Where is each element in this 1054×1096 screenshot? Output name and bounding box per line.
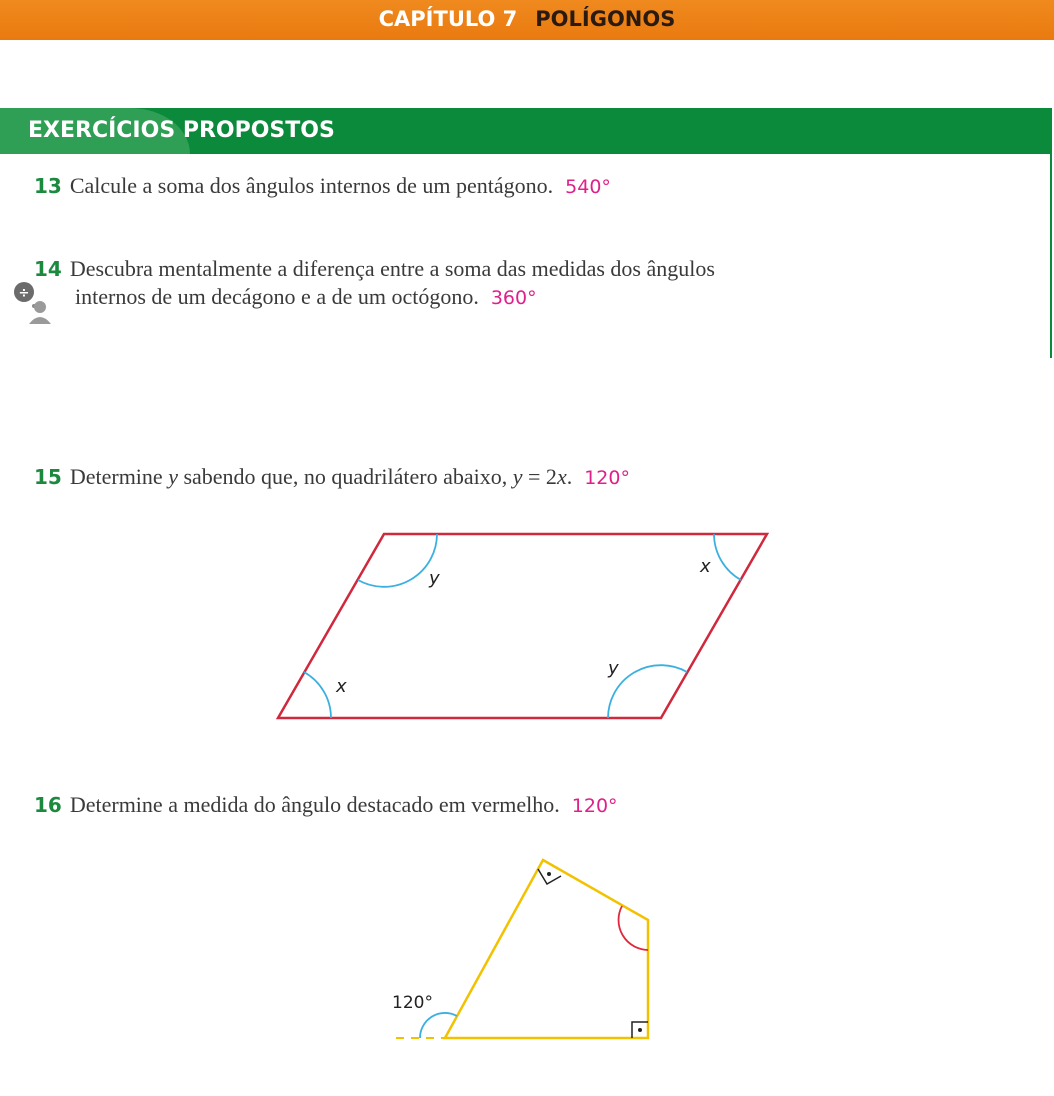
exercise-text-pre: Determine — [69, 464, 169, 489]
angle-label-120: 120° — [392, 993, 433, 1013]
exercise-variable: y — [168, 464, 178, 489]
exercise-answer: 120° — [571, 795, 618, 817]
label-bottom-left: x — [336, 676, 347, 697]
exercise-text-post: sabendo que, no quadrilátero abaixo, — [177, 464, 513, 489]
equation-end: . — [566, 464, 573, 489]
exercise-answer: 540° — [565, 176, 611, 198]
exercise-text-line2: internos de um decágono e a de um octógono. — [75, 284, 479, 309]
section-title: EXERCÍCIOS PROPOSTOS — [28, 118, 335, 143]
pentagon-outline — [445, 860, 648, 1038]
equation-var: x — [556, 464, 567, 489]
right-angle-dot-top — [547, 872, 551, 876]
right-angle-dot-bottom — [638, 1028, 642, 1032]
equation-op: = 2 — [522, 464, 557, 489]
label-bottom-right: y — [608, 658, 619, 679]
chapter-title: POLÍGONOS — [535, 7, 676, 31]
exercise-number: 14 — [34, 257, 62, 281]
equation-lhs: y — [512, 464, 523, 489]
exercise-answer: 120° — [584, 467, 630, 489]
exercise-text: Calcule a soma dos ângulos internos de um pentágono. — [69, 173, 554, 198]
exercise-number: 16 — [34, 793, 62, 817]
exercise-answer: 360° — [490, 287, 537, 309]
svg-text:÷: ÷ — [18, 286, 30, 301]
exercise-number: 13 — [34, 174, 62, 198]
right-angle-marker-top — [538, 869, 561, 884]
exercise-number: 15 — [34, 465, 62, 489]
exercise-text-line1: Descubra mentalmente a diferença entre a soma das medidas dos ângulos — [69, 256, 715, 281]
label-top-left: y — [429, 568, 440, 589]
label-top-right: x — [700, 556, 711, 577]
exercise-text: Determine a medida do ângulo destacado em vermelho. — [69, 792, 560, 817]
chapter-label: CAPÍTULO 7 — [378, 7, 518, 31]
